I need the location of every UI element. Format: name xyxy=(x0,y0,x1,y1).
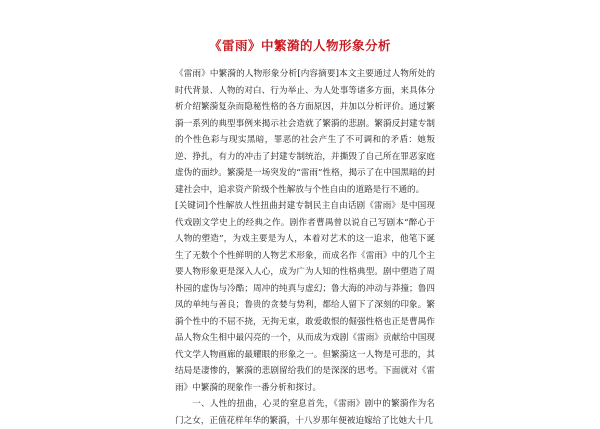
document-body xyxy=(175,66,435,429)
section-one-paragraph: 一、人性的扭曲，心灵的窒息首先，《雷雨》剧中的繁漪作为名门之女，正值花样年华的繁漪，十八岁那年便被迫嫁给了比她大十几 xyxy=(175,399,435,426)
abstract-paragraph: 《雷雨》中繁漪的人物形象分析[内容摘要]本文主要通过人物所处的时代背景、人物的对白、行为举止、为人处事等诸多方面，来具体分析介绍繁漪复杂而隐秘性格的各方面原因，并加以分析评价。通过繁漪一系列的典型事例来揭示社会造就了繁漪的悲剧。繁漪反封建专制的个性色彩与现实黑暗，罪恶的社会产生了不可调和的矛盾：她叛逆、挣扎，有力的冲击了封建专制统治，并撕毁了自己所在罪恶家庭虚伪的面纱。繁漪是一场突发的“雷雨”性格，揭示了在中国黑暗的封建社会中，追求资产阶级个性解放与个性自由的道路是行不通的。 xyxy=(175,69,435,195)
document-title: 《雷雨》中繁漪的人物形象分析 xyxy=(208,38,391,53)
keywords-paragraph: [关键词]个性解放人性扭曲封建专制民主自由话剧《雷雨》是中国现代戏剧文学史上的经典之作。剧作者曹禺曾以说自己写剧本“醉心于人物的塑造”，为戏主要是为人，本着对艺术的这一追求，他笔下诞生了无数个个性鲜明的人物艺术形象，而成名作《雷雨》中的几个主要人物形象更是深入人心，成为广为人知的性格典型。剧中塑造了周朴园的虚伪与冷酷；周冲的纯真与虚幻；鲁大海的冲动与莽撞；鲁四凤的单纯与善良；鲁贵的贪婪与势利，都给人留下了深刻的印象。繁漪个性中的不屈不挠，无拘无束，敢爱敢恨的倔强性格也正是曹禺作品人物众生相中最闪亮的一个，从而成为戏剧《雷雨》贡献给中国现代文学人物画廊的最耀眼的形象之一。但繁漪这一人物是可悲的，其结局是凄惨的，繁漪的悲剧留给我们的是深深的思考。下面就对《雷雨》中繁漪的现象作一番分析和探讨。 xyxy=(175,201,435,393)
